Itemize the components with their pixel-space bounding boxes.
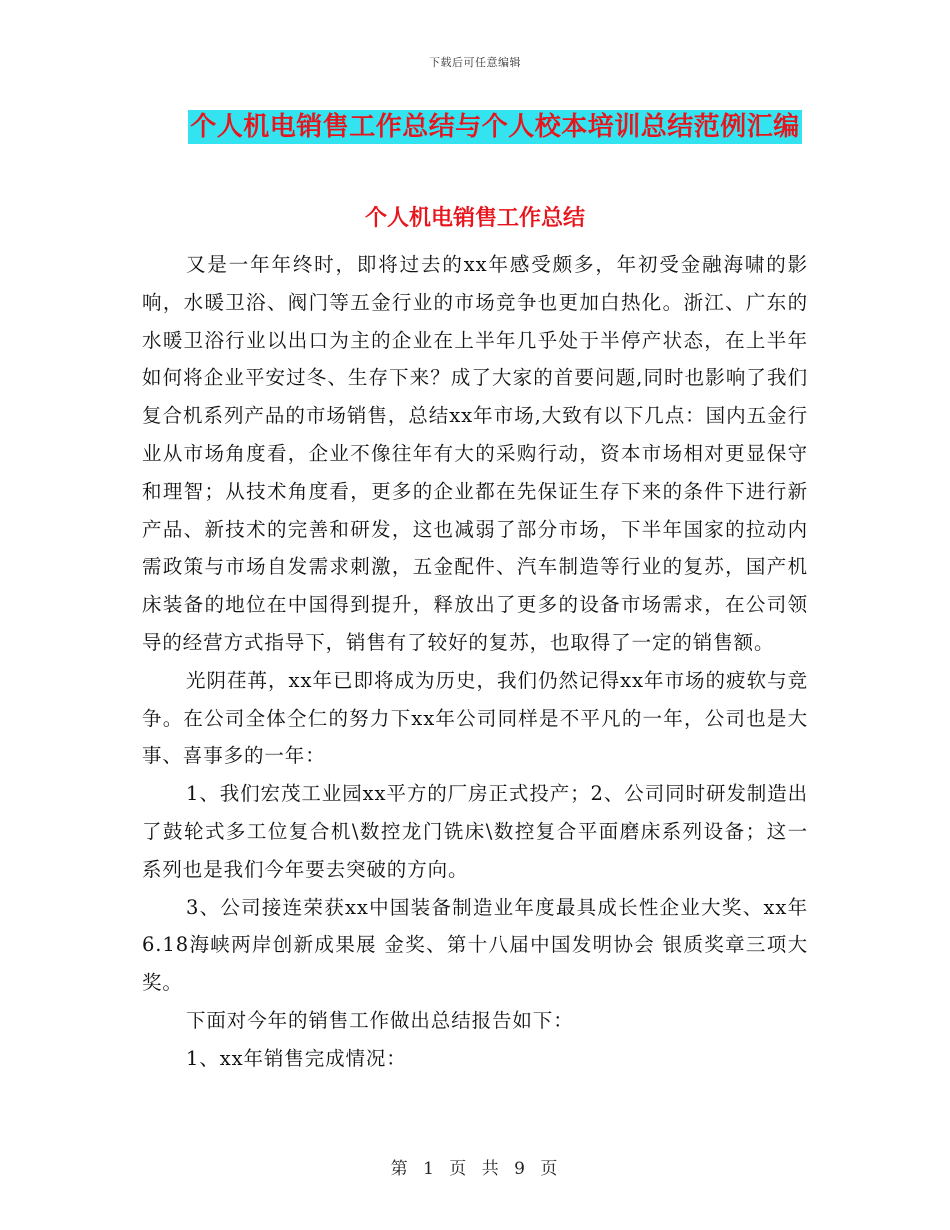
footer-current-page: 1 [423,1159,436,1179]
body-paragraph: 又是一年年终时，即将过去的xx年感受颇多，年初受金融海啸的影响，水暖卫浴、阀门等五金行业的市场竞争也更加白热化。浙江、广东的水暖卫浴行业以出口为主的企业在上半年几乎处于半停产状态，在上半年如何将企业平安过冬、生存下来？成了大家的首要问题,同时也影响了我们复合机系列产品的市场销售，总结xx年市场,大致有以下几点：国内五金行业从市场角度看，企业不像往年有大的采购行动，资本市场相对更显保守和理智；从技术角度看，更多的企业都在先保证生存下来的条件下进行新产品、新技术的完善和研发，这也减弱了部分市场，下半年国家的拉动内需政策与市场自发需求刺激，五金配件、汽车制造等行业的复苏，国产机床装备的地位在中国得到提升，释放出了更多的设备市场需求，在公司领导的经营方式指导下，销售有了较好的复苏，也取得了一定的销售额。 [142,253,808,654]
body-paragraph: 光阴荏苒，xx年已即将成为历史，我们仍然记得xx年市场的疲软与竞争。在公司全体仝仁的努力下xx年公司同样是不平凡的一年，公司也是大事、喜事多的一年： [142,668,808,768]
body-paragraph: 1、xx年销售完成情况： [186,1046,407,1070]
footer-label-unit: 页 [449,1159,469,1179]
footer-total-pages: 9 [514,1159,527,1179]
header-note: 下载后可任意编辑 [429,56,521,69]
section-title: 个人机电销售工作总结 [364,205,585,231]
footer-label-total: 共 [481,1159,501,1179]
body-paragraph: 下面对今年的销售工作做出总结报告如下： [186,1008,574,1032]
document-title-wrap [0,110,950,144]
document-body [142,246,808,1078]
footer-label-page: 第 [390,1159,410,1179]
body-paragraph: 3、公司接连荣获xx中国装备制造业年度最具成长性企业大奖、xx年6.18海峡两岸创新成果展 金奖、第十八届中国发明协会 银质奖章三项大奖。 [142,895,808,995]
document-title: 个人机电销售工作总结与个人校本培训总结范例汇编 [190,112,800,142]
body-paragraph: 1、我们宏茂工业园xx平方的厂房正式投产；2、公司同时研发制造出了鼓轮式多工位复合机\数控龙门铣床\数控复合平面磨床系列设备；这一系列也是我们今年要去突破的方向。 [142,782,808,881]
page-footer [0,1154,950,1179]
footer-label-unit2: 页 [540,1159,560,1179]
